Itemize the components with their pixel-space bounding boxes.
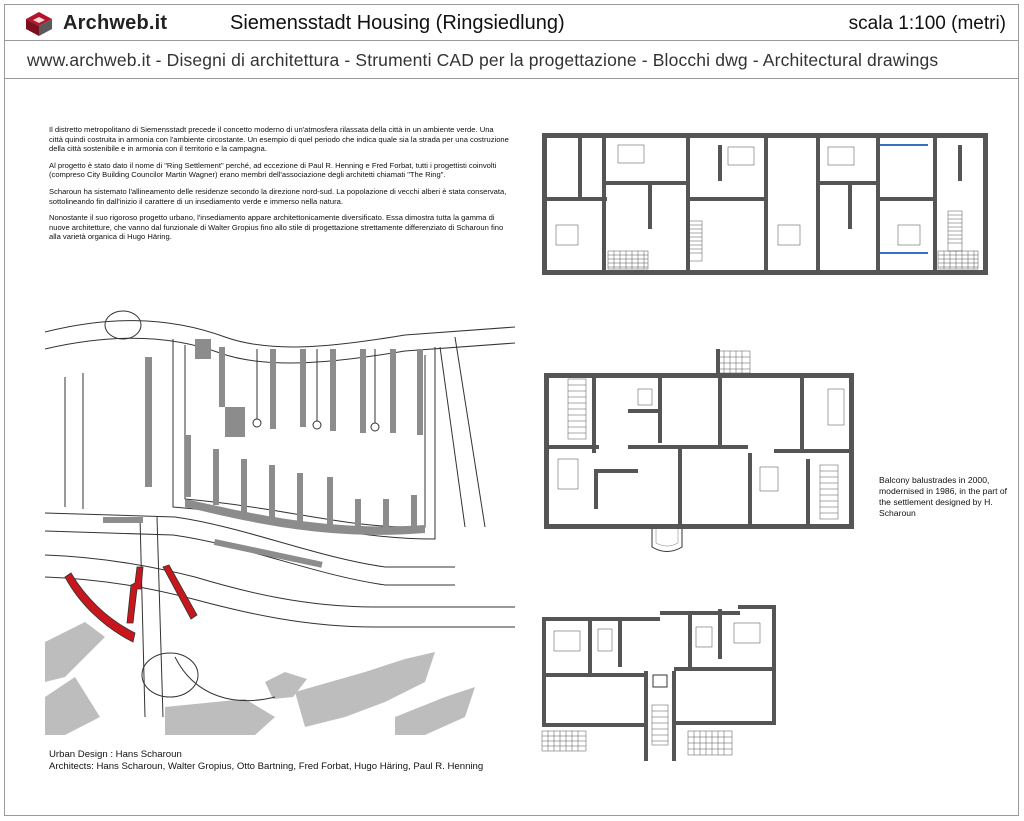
credits xyxy=(49,749,483,773)
floor-plan-lower-block xyxy=(538,601,788,771)
intro-text xyxy=(49,125,509,249)
intro-paragraph-1: Il distretto metropolitano di Siemensstadt precede il concetto moderno di un'atmosfera rilassata della città in un ambiente verde. Una città quindi costruita in armonia con l'ambiente circostante. Un esempio di quel periodo che indica quale sia la strada per una costruzione della città sostenibile e in armonia con il territorio e la campagna. xyxy=(49,125,509,154)
drawing-title: Siemensstadt Housing (Ringsiedlung) xyxy=(230,12,565,34)
header-bar xyxy=(5,5,1018,41)
urban-design-credit: Urban Design : Hans Scharoun xyxy=(49,749,182,760)
floor-plan-middle-block xyxy=(538,349,868,559)
intro-paragraph-3: Scharoun ha sistemato l'allineamento delle residenze secondo la direzione nord-sud. La popolazione di vecchi alberi è stata conservata, sottolineando fin dall'inizio il carattere di un insediamento verde e immerso nella natura. xyxy=(49,186,507,206)
intro-paragraph-4: Nonostante il suo rigoroso progetto urbano, l'insediamento appare architettonicamente diversificato. Essa dimostra tutta la gamma di nuove architetture, che vanno dal funzionale di Walter Gropius fino allo stile di progettazione strettamente differenziato di Scharoun fino alla varietà organica di Hugo Häring. xyxy=(49,213,504,242)
architects-credit: Architects: Hans Scharoun, Walter Gropius, Otto Bartning, Fred Forbat, Hugo Häring, Paul R. Henning xyxy=(49,761,484,772)
brand-name[interactable]: Archweb.it xyxy=(63,12,168,34)
site-plan xyxy=(45,277,515,735)
drawing-sheet xyxy=(4,4,1019,816)
site-tagline[interactable]: www.archweb.it - Disegni di architettura - Strumenti CAD per la progettazione - Blocchi dwg - Architectural drawings xyxy=(27,50,939,70)
balcony-note: Balcony balustrades in 2000, modernised in 1986, in the part of the settlement designed by H. Scharoun xyxy=(879,475,1008,518)
drawing-scale: scala 1:100 (metri) xyxy=(848,13,1006,34)
floor-plan-row-houses xyxy=(538,125,992,285)
tagline-bar xyxy=(5,41,1018,79)
archweb-cube-logo xyxy=(25,11,53,37)
intro-paragraph-2: Al progetto è stato dato il nome di "Ring Settlement" perché, ad eccezione di Paul R. Henning e Fred Forbat, tutti i progettisti coinvolti (compreso City Building Councilor Martin Wagner) erano membri dell'associazione degli architetti chiamati "The Ring". xyxy=(49,160,497,180)
